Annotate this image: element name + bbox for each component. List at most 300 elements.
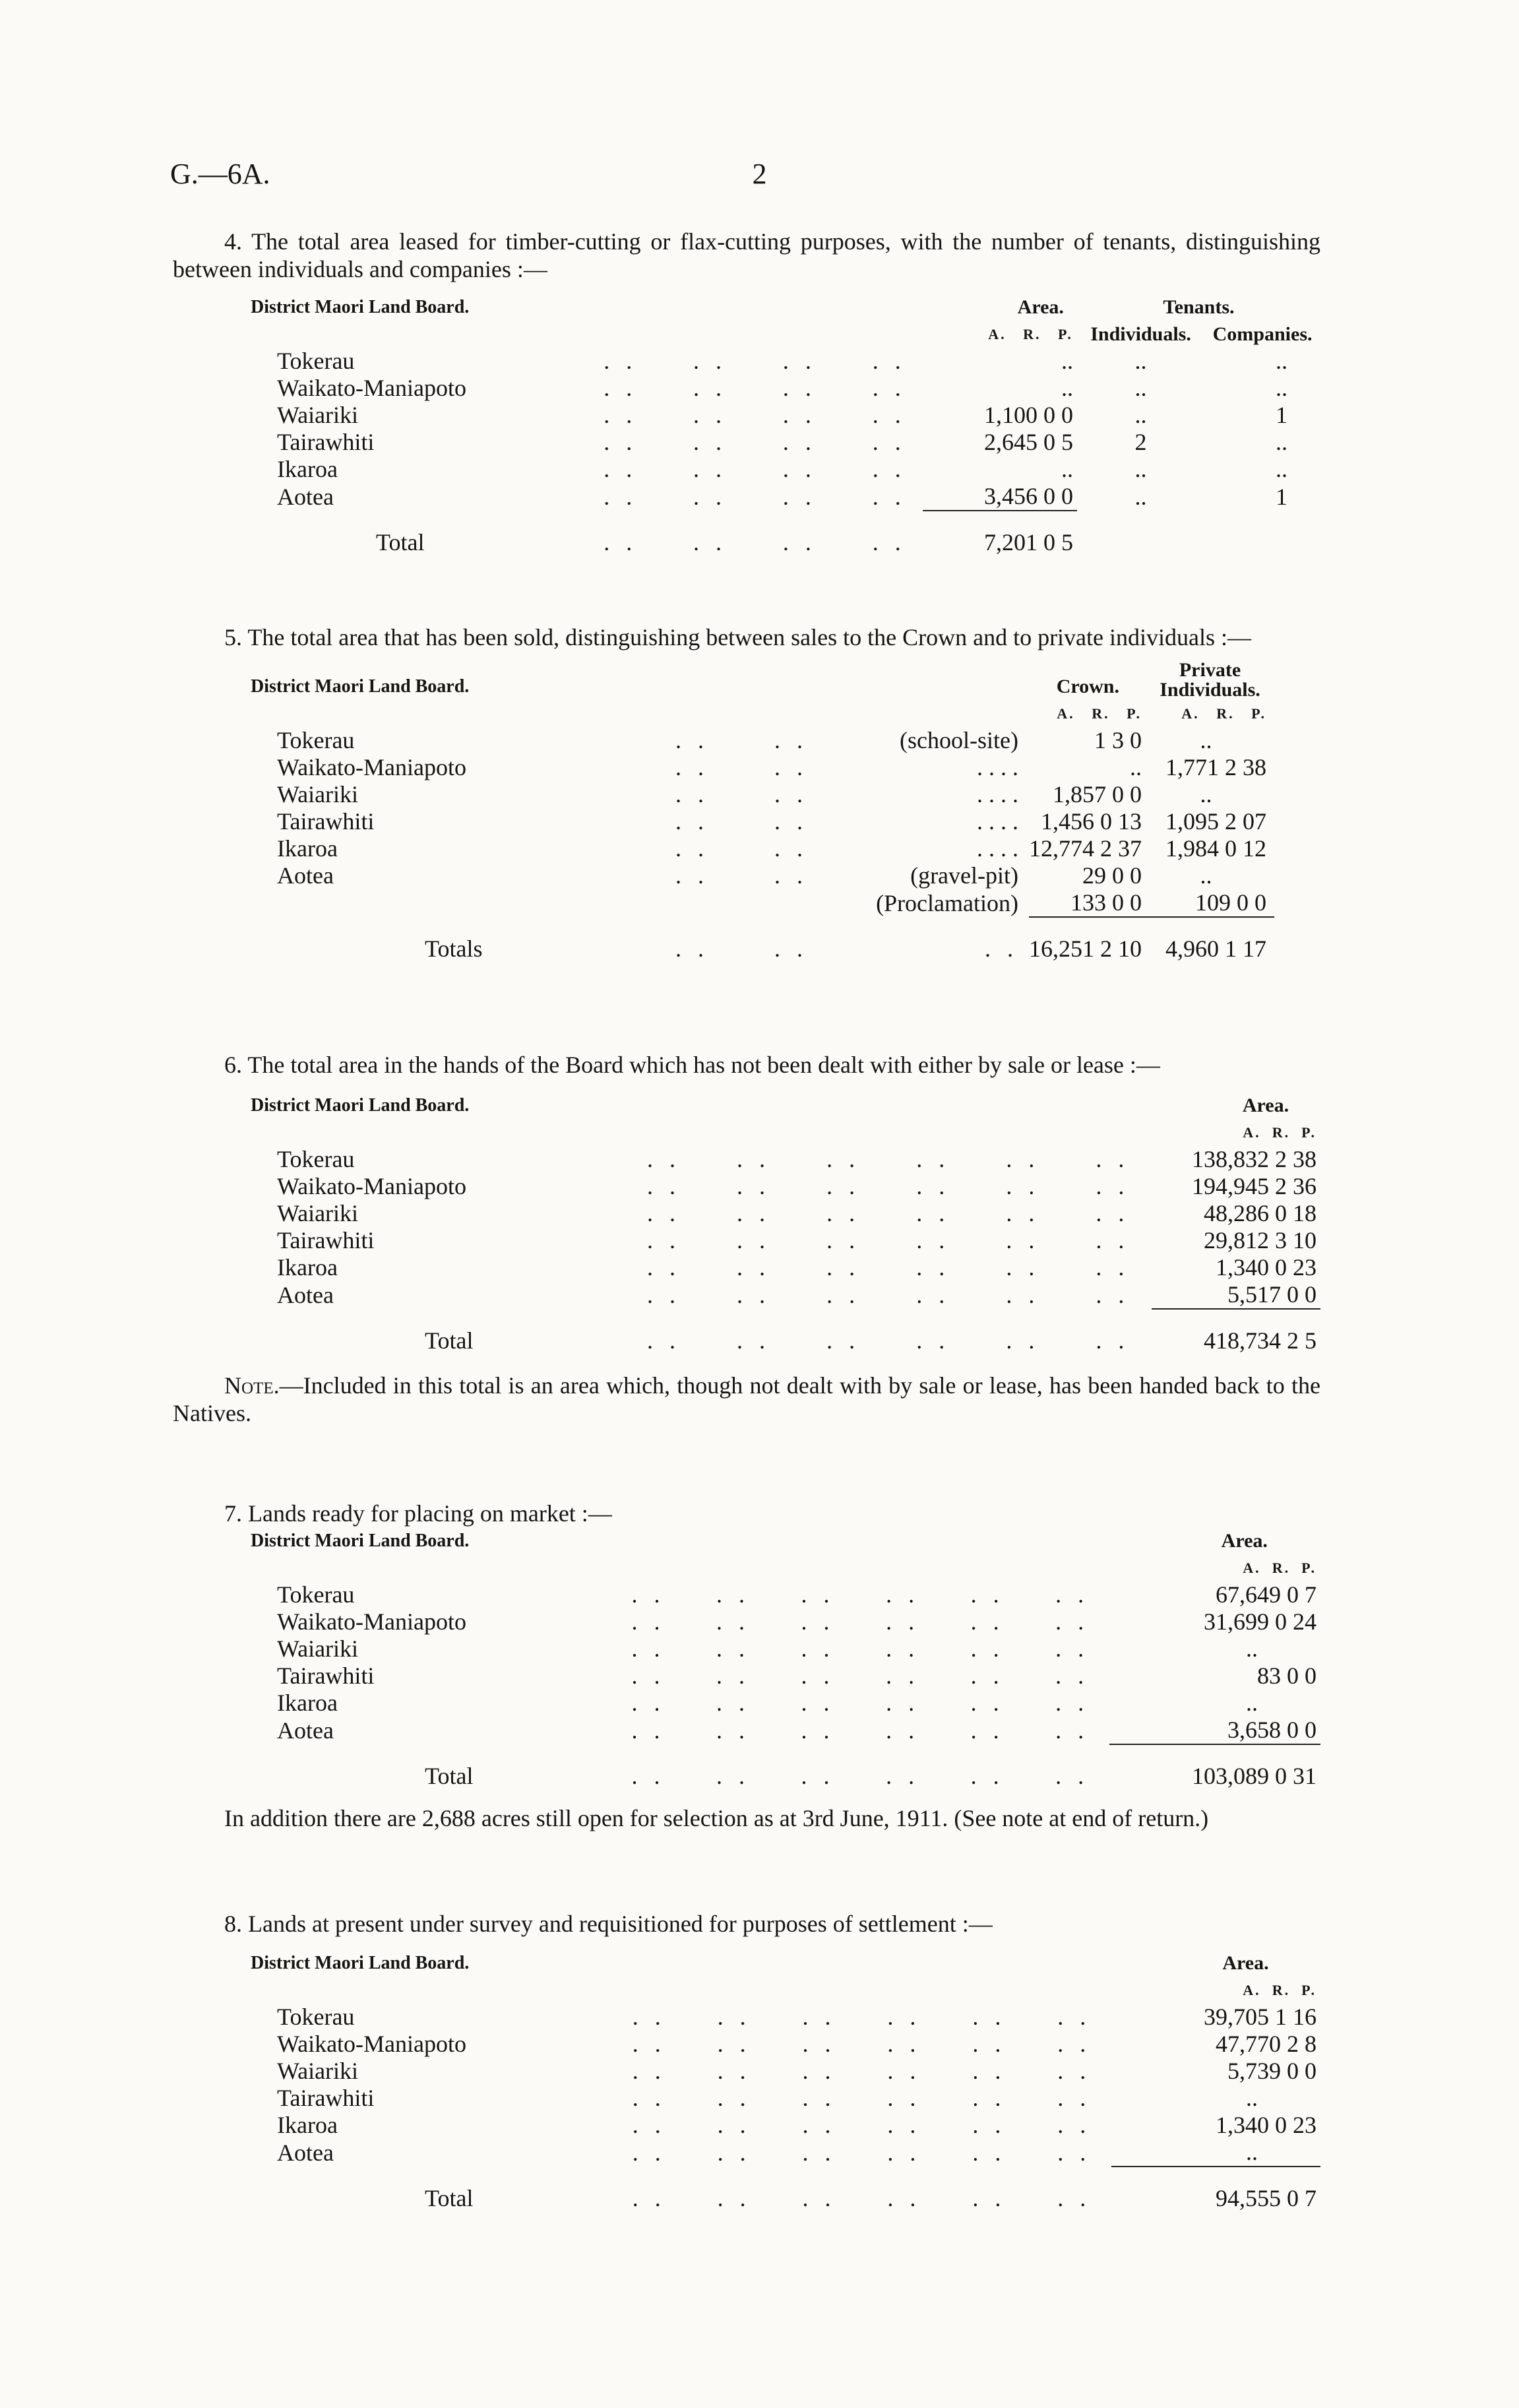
leader-dots: . . [886,1690,920,1716]
s8-total-row [173,2167,1320,2212]
table-row [173,375,1320,402]
leader-dots: . . [737,1173,771,1199]
sale-note: (Proclamation) [876,890,1018,916]
leader-dots: . . [632,2185,666,2211]
table-row [173,1717,1320,1744]
area-value: 1,340 0 23 [1216,1254,1317,1281]
leader-dots: . . [872,348,906,374]
leader-dots: . . [1055,1763,1090,1789]
leader-dots: . . [826,1282,861,1308]
leader-dots: . . [801,1717,835,1744]
leader-dots: . . [1006,1227,1040,1253]
leader-dots: . . [716,1581,751,1608]
sale-note: . . . . [977,835,1018,862]
leader-dots: . . [1055,1581,1090,1608]
leader-dots: . . [646,1282,681,1308]
district-name: Waikato-Maniapoto [277,375,467,401]
leader-dots: . . [1096,1227,1130,1253]
section-5 [173,623,1320,963]
leader-dots: . . [1055,1663,1090,1689]
crown-value: 29 0 0 [1082,862,1142,889]
leader-dots: . . [1096,1200,1130,1226]
leader-dots: . . [716,1635,751,1662]
table-row [173,348,1320,375]
leader-dots: . . [604,456,638,482]
table-row [173,456,1320,483]
leader-dots: . . [1055,1608,1090,1635]
leader-dots: . . [826,1327,861,1354]
leader-dots: . . [887,2112,921,2138]
leader-dots: . . [1057,2058,1092,2084]
area-value: 47,770 2 8 [1216,2031,1317,2057]
leader-dots: . . [970,1763,1005,1789]
leader-dots: . . [872,456,906,482]
leader-dots: . . [716,1608,751,1635]
district-name: Tairawhiti [277,1663,375,1689]
table-row [173,1690,1320,1717]
leader-dots: . . [916,1254,950,1281]
area-label: Area. [1222,1952,1269,1974]
area-value: 138,832 2 38 [1192,1146,1317,1172]
leader-dots: . . [675,835,709,862]
individuals-value: .. [1134,402,1147,428]
leader-dots: . . [887,2139,921,2166]
table-row [173,2031,1320,2058]
district-name: Ikaroa [277,1690,338,1716]
leader-dots: . . [632,2112,666,2138]
leader-dots: . . [646,1200,681,1226]
area-value: .. [1061,375,1073,401]
leader-dots: . . [802,2085,836,2111]
section-4-rows [173,348,1320,511]
leader-dots: . . [972,2085,1007,2111]
leader-dots: . . [801,1608,835,1635]
section-6-note: Note.—Included in this total is an area which, though not dealt with by sale or lease, has been handed back to the Natives. [173,1372,1320,1426]
page-number: 2 [752,158,767,190]
leader-dots: . . [693,456,728,482]
leader-dots: . . [916,1282,950,1308]
leader-dots: . . [774,808,808,835]
leader-dots: . . [632,2031,666,2057]
leader-dots: . . [970,1635,1005,1662]
individuals-value: .. [1134,456,1147,482]
leader-dots: . . [1096,1327,1130,1354]
district-name: Waiariki [277,2058,359,2084]
table-row [173,754,1274,781]
leader-dots: . . [972,2139,1007,2166]
section-7-addition: In addition there are 2,688 acres still open for selection as at 3rd June, 1911. (See note at end of return.) [224,1805,1209,1831]
companies-value: 1 [1276,484,1287,510]
leader-dots: . . [717,2185,751,2211]
section-8-heading: 8. Lands at present under survey and requisitioned for purposes of settlement :— [224,1911,993,1937]
table-row [173,1281,1320,1309]
leader-dots: . . [646,1254,681,1281]
leader-dots: . . [717,2031,751,2057]
leader-dots: . . [631,1690,666,1716]
leader-dots: . . [801,1635,835,1662]
leader-dots: . . [782,375,817,401]
table-row [173,2085,1320,2112]
tenants-label: Tenants. [1163,296,1235,318]
private-value: 1,984 0 12 [1165,835,1266,862]
district-name: Tokerau [277,1146,355,1172]
crown-value: .. [1130,754,1142,780]
leader-dots: . . [886,1581,920,1608]
total-label: Total [376,529,425,555]
district-board-label: District Maori Land Board. [251,676,470,697]
section-5-total-private: 4,960 1 17 [1146,917,1274,963]
area-value: 1,340 0 23 [1216,2112,1317,2138]
leader-dots: . . [632,2139,666,2166]
area-value: 5,517 0 0 [1227,1281,1317,1308]
crown-value: 1,456 0 13 [1041,808,1142,835]
crown-label: Crown. [1056,676,1119,697]
table-row [173,2112,1320,2139]
crown-value: 1 3 0 [1094,727,1142,753]
section-7-heading: 7. Lands ready for placing on market :— [224,1500,612,1527]
leader-dots: . . [886,1635,920,1662]
companies-value: 1 [1276,402,1287,428]
leader-dots: . . [1055,1690,1090,1716]
individuals-label: Individuals. [1090,323,1191,345]
leader-dots: . . [887,2004,921,2030]
leader-dots: . . [801,1581,835,1608]
area-value: .. [1246,1635,1258,1662]
leader-dots: . . [774,835,808,862]
leader-dots: . . [872,429,906,455]
table-row [173,1254,1320,1281]
area-value: 29,812 3 10 [1204,1227,1317,1253]
section-5-heading: 5. The total area that has been sold, distinguishing between sales to the Crown and to private individuals :— [224,624,1252,650]
leader-dots: . . [1096,1282,1130,1308]
leader-dots: . . [970,1608,1005,1635]
leader-dots: . . [970,1663,1005,1689]
table-row [173,1663,1320,1690]
leader-dots: . . [782,484,817,510]
companies-value: .. [1276,348,1287,374]
leader-dots: . . [782,429,817,455]
district-name: Tokerau [277,348,355,374]
private-value: 1,095 2 07 [1165,808,1266,835]
leader-dots: . . [1055,1635,1090,1662]
area-value: .. [1061,348,1073,374]
district-name: Waiariki [277,1635,359,1662]
private-value: .. [1200,862,1212,889]
s6-total: 418,734 2 5 [1152,1309,1320,1354]
leader-dots: . . [1006,1282,1040,1308]
leader-dots: . . [631,1763,666,1789]
leader-dots: . . [1055,1717,1090,1744]
note-label: Note. [224,1372,280,1399]
table-row [173,402,1320,429]
total-label: Total [425,2185,474,2211]
leader-dots: . . [972,2031,1007,2057]
district-name: Ikaroa [277,1254,338,1281]
area-label: Area. [1017,296,1064,318]
leader-dots: . . [1006,1200,1040,1226]
leader-dots: . . [774,727,808,753]
district-name: Waikato-Maniapoto [277,2031,467,2057]
leader-dots: . . [1057,2112,1092,2138]
leader-dots: . . [970,1717,1005,1744]
sale-note: (school-site) [900,727,1018,753]
companies-value: .. [1276,375,1287,401]
leader-dots: . . [631,1608,666,1635]
leader-dots: . . [826,1227,861,1253]
s7-total: 103,089 0 31 [1109,1744,1320,1790]
leader-dots: . . [693,348,728,374]
area-value: .. [1246,2085,1258,2111]
area-value: 67,649 0 7 [1216,1581,1317,1608]
district-name: Tairawhiti [277,1227,375,1253]
area-value: .. [1061,456,1073,482]
leader-dots: . . [693,375,728,401]
crown-value: 133 0 0 [1070,889,1142,916]
table-row [173,2004,1320,2031]
leader-dots: . . [802,2112,836,2138]
table-row [173,835,1274,862]
leader-dots: . . [774,781,808,808]
table-row [173,1173,1320,1200]
document-code: G.—6A. [170,158,270,190]
district-name: Waikato-Maniapoto [277,754,467,780]
table-row [173,483,1320,511]
companies-label: Companies. [1212,323,1313,345]
private-label-line1: Private [1179,659,1241,681]
leader-dots: . . [1057,2004,1092,2030]
crown-value: 12,774 2 37 [1029,835,1142,862]
leader-dots: . . [631,1581,666,1608]
leader-dots: . . [802,2185,836,2211]
table-row [173,862,1274,889]
leader-dots: . . [1057,2139,1092,2166]
section-4 [173,228,1320,556]
district-board-label: District Maori Land Board. [251,1095,470,1116]
leader-dots: . . [693,402,728,428]
district-name: Waikato-Maniapoto [277,1173,467,1199]
section-4-total-row: Total . . . . . . . . 7,201 0 5 [173,511,1320,556]
section-8-table: District Maori Land Board. Area. A. R. P. Tokerau . . . . . . . . . . . . 39,705 1 16 Waikato-Maniapoto . . . . . . . . . . . . 47,770 2 8 Waiariki . . . . . . . . . . . . 5,739 0 0 Tairawhiti . . . . . . . . . . . . .. Ikaroa . . . . . . . . . . . . 1,340 0 23 Aotea . . . . . . . . . . . . .. Total . . . . . . . . . . . . 94,555 0 7 [173,1949,1320,2212]
leader-dots: . . [1057,2085,1092,2111]
leader-dots: . . [916,1173,950,1199]
area-value: 3,658 0 0 [1227,1717,1317,1743]
leader-dots: . . [916,1146,950,1172]
section-5-total-crown: 16,251 2 10 [1029,917,1146,963]
area-value: 194,945 2 36 [1192,1173,1317,1199]
leader-dots: . . [826,1173,861,1199]
individuals-value: .. [1134,375,1147,401]
district-name: Ikaroa [277,2112,338,2138]
district-name: Tairawhiti [277,808,375,835]
private-value: .. [1200,781,1212,808]
leader-dots: . . [717,2004,751,2030]
leader-dots: . . [675,727,709,753]
leader-dots: . . [646,1146,681,1172]
leader-dots: . . [887,2085,921,2111]
leader-dots: . . [872,484,906,510]
district-name: Aotea [277,1717,334,1744]
private-value: .. [1200,727,1212,753]
table-row [173,2139,1320,2167]
table-row [173,429,1320,456]
crown-value: 1,857 0 0 [1053,781,1142,808]
leader-dots: . . [604,484,638,510]
district-name: Waiariki [277,1200,359,1226]
leader-dots: . . [737,1254,771,1281]
leader-dots: . . [972,2058,1007,2084]
area-value: 2,645 0 5 [983,429,1073,455]
private-value: 1,771 2 38 [1165,754,1266,780]
leader-dots: . . [872,375,906,401]
leader-dots: . . [631,1635,666,1662]
individuals-value: 2 [1134,429,1147,455]
s6-total-row [173,1309,1320,1354]
leader-dots: . . [1096,1173,1130,1199]
leader-dots: . . [737,1200,771,1226]
leader-dots: . . [916,1327,950,1354]
leader-dots: . . [716,1717,751,1744]
roods-label: R. [1023,326,1041,342]
leader-dots: . . [916,1200,950,1226]
leader-dots: . . [782,348,817,374]
district-name: Tokerau [277,727,355,753]
table-row [173,1608,1320,1635]
section-7-table: District Maori Land Board. Area. A. R. P. Tokerau . . . . . . . . . . . . 67,649 0 7 Waikato-Maniapoto . . . . . . . . . . . . 31,699 0 24 Waiariki . . . . . . . . . . . . .. Tairawhiti . . . . . . . . . . . . 83 0 0 Ikaroa . . . . . . . . . . . . .. Aotea . . . . . . . . . . . . 3,658 0 0 Total . . . . . . . . . . . . 103,089 0 31 [173,1527,1320,1790]
section-7 [173,1500,1320,1832]
district-name: Tairawhiti [277,2085,375,2111]
leader-dots: . . [675,862,709,889]
district-name: Waiariki [277,402,359,428]
leader-dots: . . [1057,2031,1092,2057]
table-row [173,727,1274,754]
leader-dots: . . [1096,1254,1130,1281]
leader-dots: . . [716,1763,751,1789]
area-value: 39,705 1 16 [1204,2004,1317,2030]
district-board-label: District Maori Land Board. [251,297,470,317]
district-board-label: District Maori Land Board. [251,1953,470,1973]
section-4-heading: 4. The total area leased for timber-cutting or flax-cutting purposes, with the number of tenants, distinguishing between individuals and companies :— [173,228,1320,282]
area-value: 31,699 0 24 [1204,1608,1317,1635]
leader-dots: . . [716,1663,751,1689]
companies-value: .. [1276,429,1287,455]
leader-dots: . . [886,1608,920,1635]
leader-dots: . . [604,402,638,428]
s8-total: 94,555 0 7 [1111,2167,1320,2212]
leader-dots: . . [802,2004,836,2030]
leader-dots: . . [737,1327,771,1354]
leader-dots: . . [972,2185,1007,2211]
leader-dots: . . [631,1717,666,1744]
area-label: Area. [1221,1530,1268,1552]
leader-dots: . . [826,1254,861,1281]
private-value: 109 0 0 [1195,889,1266,916]
s7-total-row [173,1744,1320,1790]
total-label: Total [425,1327,474,1354]
sale-note: . . . . [977,781,1018,808]
leader-dots: . . [717,2085,751,2111]
page-header [170,157,1349,197]
total-label: Total [425,1763,474,1789]
leader-dots: . . [716,1690,751,1716]
area-value: 1,100 0 0 [983,402,1073,428]
leader-dots: . . [604,348,638,374]
table-row [173,781,1274,808]
leader-dots: . . [1096,1146,1130,1172]
leader-dots: . . [972,2112,1007,2138]
section-4-table [173,294,1320,556]
district-name [173,889,675,917]
leader-dots: . . [802,2058,836,2084]
table-row [173,2058,1320,2085]
district-name: Waikato-Maniapoto [277,1608,467,1635]
area-value: .. [1246,2139,1258,2165]
leader-dots: . . [1057,2185,1092,2211]
leader-dots: . . [675,781,709,808]
area-value: 3,456 0 0 [983,483,1073,509]
leader-dots: . . [632,2085,666,2111]
leader-dots: . . [872,402,906,428]
leader-dots: . . [604,375,638,401]
leader-dots: . . [887,2058,921,2084]
leader-dots: . . [1006,1173,1040,1199]
section-5-total-row: Totals . . . . . . 16,251 2 10 4,960 1 17 [173,917,1274,963]
table-row [173,1200,1320,1227]
leader-dots: . . [802,2031,836,2057]
section-6-table: District Maori Land Board. Area. A. R. P. Tokerau . . . . . . . . . . . . 138,832 2 38 Waikato-Maniapoto . . . . . . . . . . . . 194,945 2 36 Waiariki . . . . . . . . . . . . 48,286 0 18 Tairawhiti . . . . . . . . . . . . 29,812 3 10 Ikaroa . . . . . . . . . . . . 1,340 0 23 Aotea . . . . . . . . . . . . 5,517 0 0 Total . . . . . . . . . . . . 418,734 2 5 [173,1092,1320,1354]
leader-dots: . . [970,1581,1005,1608]
area-value: 5,739 0 0 [1227,2058,1317,2084]
section-6-heading: 6. The total area in the hands of the Board which has not been dealt with either by sale or lease :— [224,1052,1160,1078]
district-name: Waiariki [277,781,359,808]
district-name: Aotea [277,1282,334,1308]
district-name: Ikaroa [277,456,338,482]
leader-dots: . . [774,862,808,889]
leader-dots: . . [774,754,808,780]
leader-dots: . . [782,456,817,482]
section-4-total: 7,201 0 5 [923,511,1077,556]
leader-dots: . . [887,2185,921,2211]
leader-dots: . . [802,2139,836,2166]
district-board-label: District Maori Land Board. [251,1531,470,1551]
district-name: Aotea [277,484,334,510]
area-label: Area. [1242,1094,1289,1116]
section-5-rows [173,727,1274,917]
district-name: Tairawhiti [277,429,375,455]
sale-note: . . . . [977,754,1018,780]
leader-dots: . . [887,2031,921,2057]
leader-dots: . . [1006,1254,1040,1281]
leader-dots: . . [737,1282,771,1308]
district-name: Ikaroa [277,835,338,862]
acres-label: A. [988,326,1007,342]
leader-dots: . . [782,402,817,428]
table-row [173,1146,1320,1173]
leader-dots: . . [886,1663,920,1689]
leader-dots: . . [646,1173,681,1199]
perches-label: P. [1058,326,1073,342]
leader-dots: . . [737,1146,771,1172]
leader-dots: . . [693,484,728,510]
area-value: 83 0 0 [1257,1663,1317,1689]
leader-dots: . . [632,2058,666,2084]
leader-dots: . . [801,1663,835,1689]
individuals-value: .. [1134,348,1147,374]
table-row [173,889,1274,917]
table-row [173,1635,1320,1663]
leader-dots: . . [631,1663,666,1689]
district-name: Tokerau [277,1581,355,1608]
leader-dots: . . [826,1146,861,1172]
